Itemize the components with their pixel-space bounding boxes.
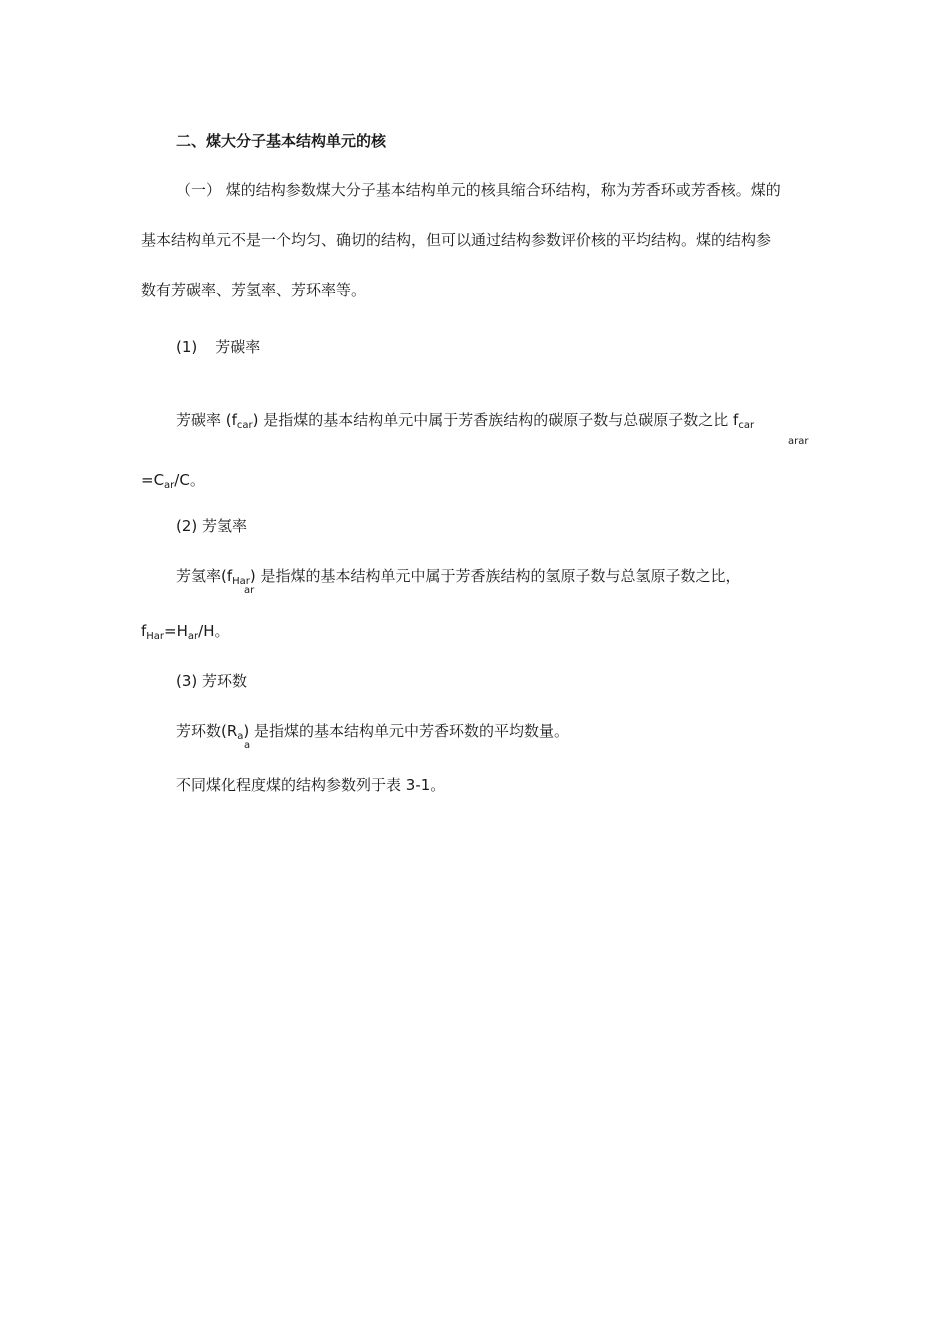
intro-line-2: 基本结构单元不是一个均匀、确切的结构，但可以通过结构参数评价核的平均结构。煤的结构参 — [141, 231, 772, 249]
item-2-heading — [176, 516, 247, 536]
item-2-number: (2) — [176, 517, 198, 535]
item-3-title: 芳环数 — [202, 672, 248, 690]
item-3-def-subscript: a — [237, 731, 244, 742]
item-3-def-text: 芳环数(R — [176, 722, 238, 740]
formula-subscript-2: ar — [187, 631, 199, 642]
section-heading: 二、煤大分子基本结构单元的核 — [176, 132, 387, 150]
formula-text: f — [141, 622, 147, 640]
item-2-formula — [141, 621, 230, 644]
item-3-heading — [176, 671, 247, 691]
item-1-def-subscript: car — [236, 420, 253, 431]
item-2-def-subscript: Har — [232, 576, 250, 587]
item-3-definition — [176, 721, 569, 744]
formula-text-end: /C。 — [174, 471, 205, 489]
item-3-subscript-below: a — [244, 740, 251, 751]
formula-subscript: Har — [146, 631, 165, 642]
item-2-subscript-below: ar — [244, 585, 255, 596]
item-2-def-text-cont: ) 是指煤的基本结构单元中属于芳香族结构的氢原子数与总氢原子数之比， — [249, 567, 741, 585]
item-3-number: (3) — [176, 672, 198, 690]
item-1-definition — [176, 410, 754, 433]
intro-line-3: 数有芳碳率、芳氢率、芳环率等。 — [141, 281, 367, 299]
item-1-number: (1) — [176, 338, 198, 356]
item-1-def-text-cont: ) 是指煤的基本结构单元中属于芳香族结构的碳原子数与总碳原子数之比 f — [252, 411, 739, 429]
intro-line-1: （一） 煤的结构参数煤大分子基本结构单元的核具缩合环结构，称为芳香环或芳香核。煤的 — [176, 181, 781, 199]
item-1-formula — [141, 470, 205, 493]
item-2-title: 芳氢率 — [202, 517, 248, 535]
item-2-definition — [176, 566, 741, 589]
formula-subscript: ar — [164, 480, 175, 491]
formula-text-end: /H。 — [198, 622, 230, 640]
item-1-def-text: 芳碳率 (f — [176, 411, 237, 429]
item-1-heading — [176, 337, 260, 357]
item-1-def-subscript-2: car — [738, 420, 755, 431]
closing-line: 不同煤化程度煤的结构参数列于表 3-1。 — [176, 776, 446, 794]
item-3-def-text-cont: ) 是指煤的基本结构单元中芳香环数的平均数量。 — [243, 722, 570, 740]
item-1-title: 芳碳率 — [215, 338, 261, 356]
item-1-subscript-tail: arar — [788, 436, 809, 447]
formula-text: =C — [141, 471, 165, 489]
formula-text-mid: =H — [164, 622, 188, 640]
item-2-def-text: 芳氢率(f — [176, 567, 233, 585]
